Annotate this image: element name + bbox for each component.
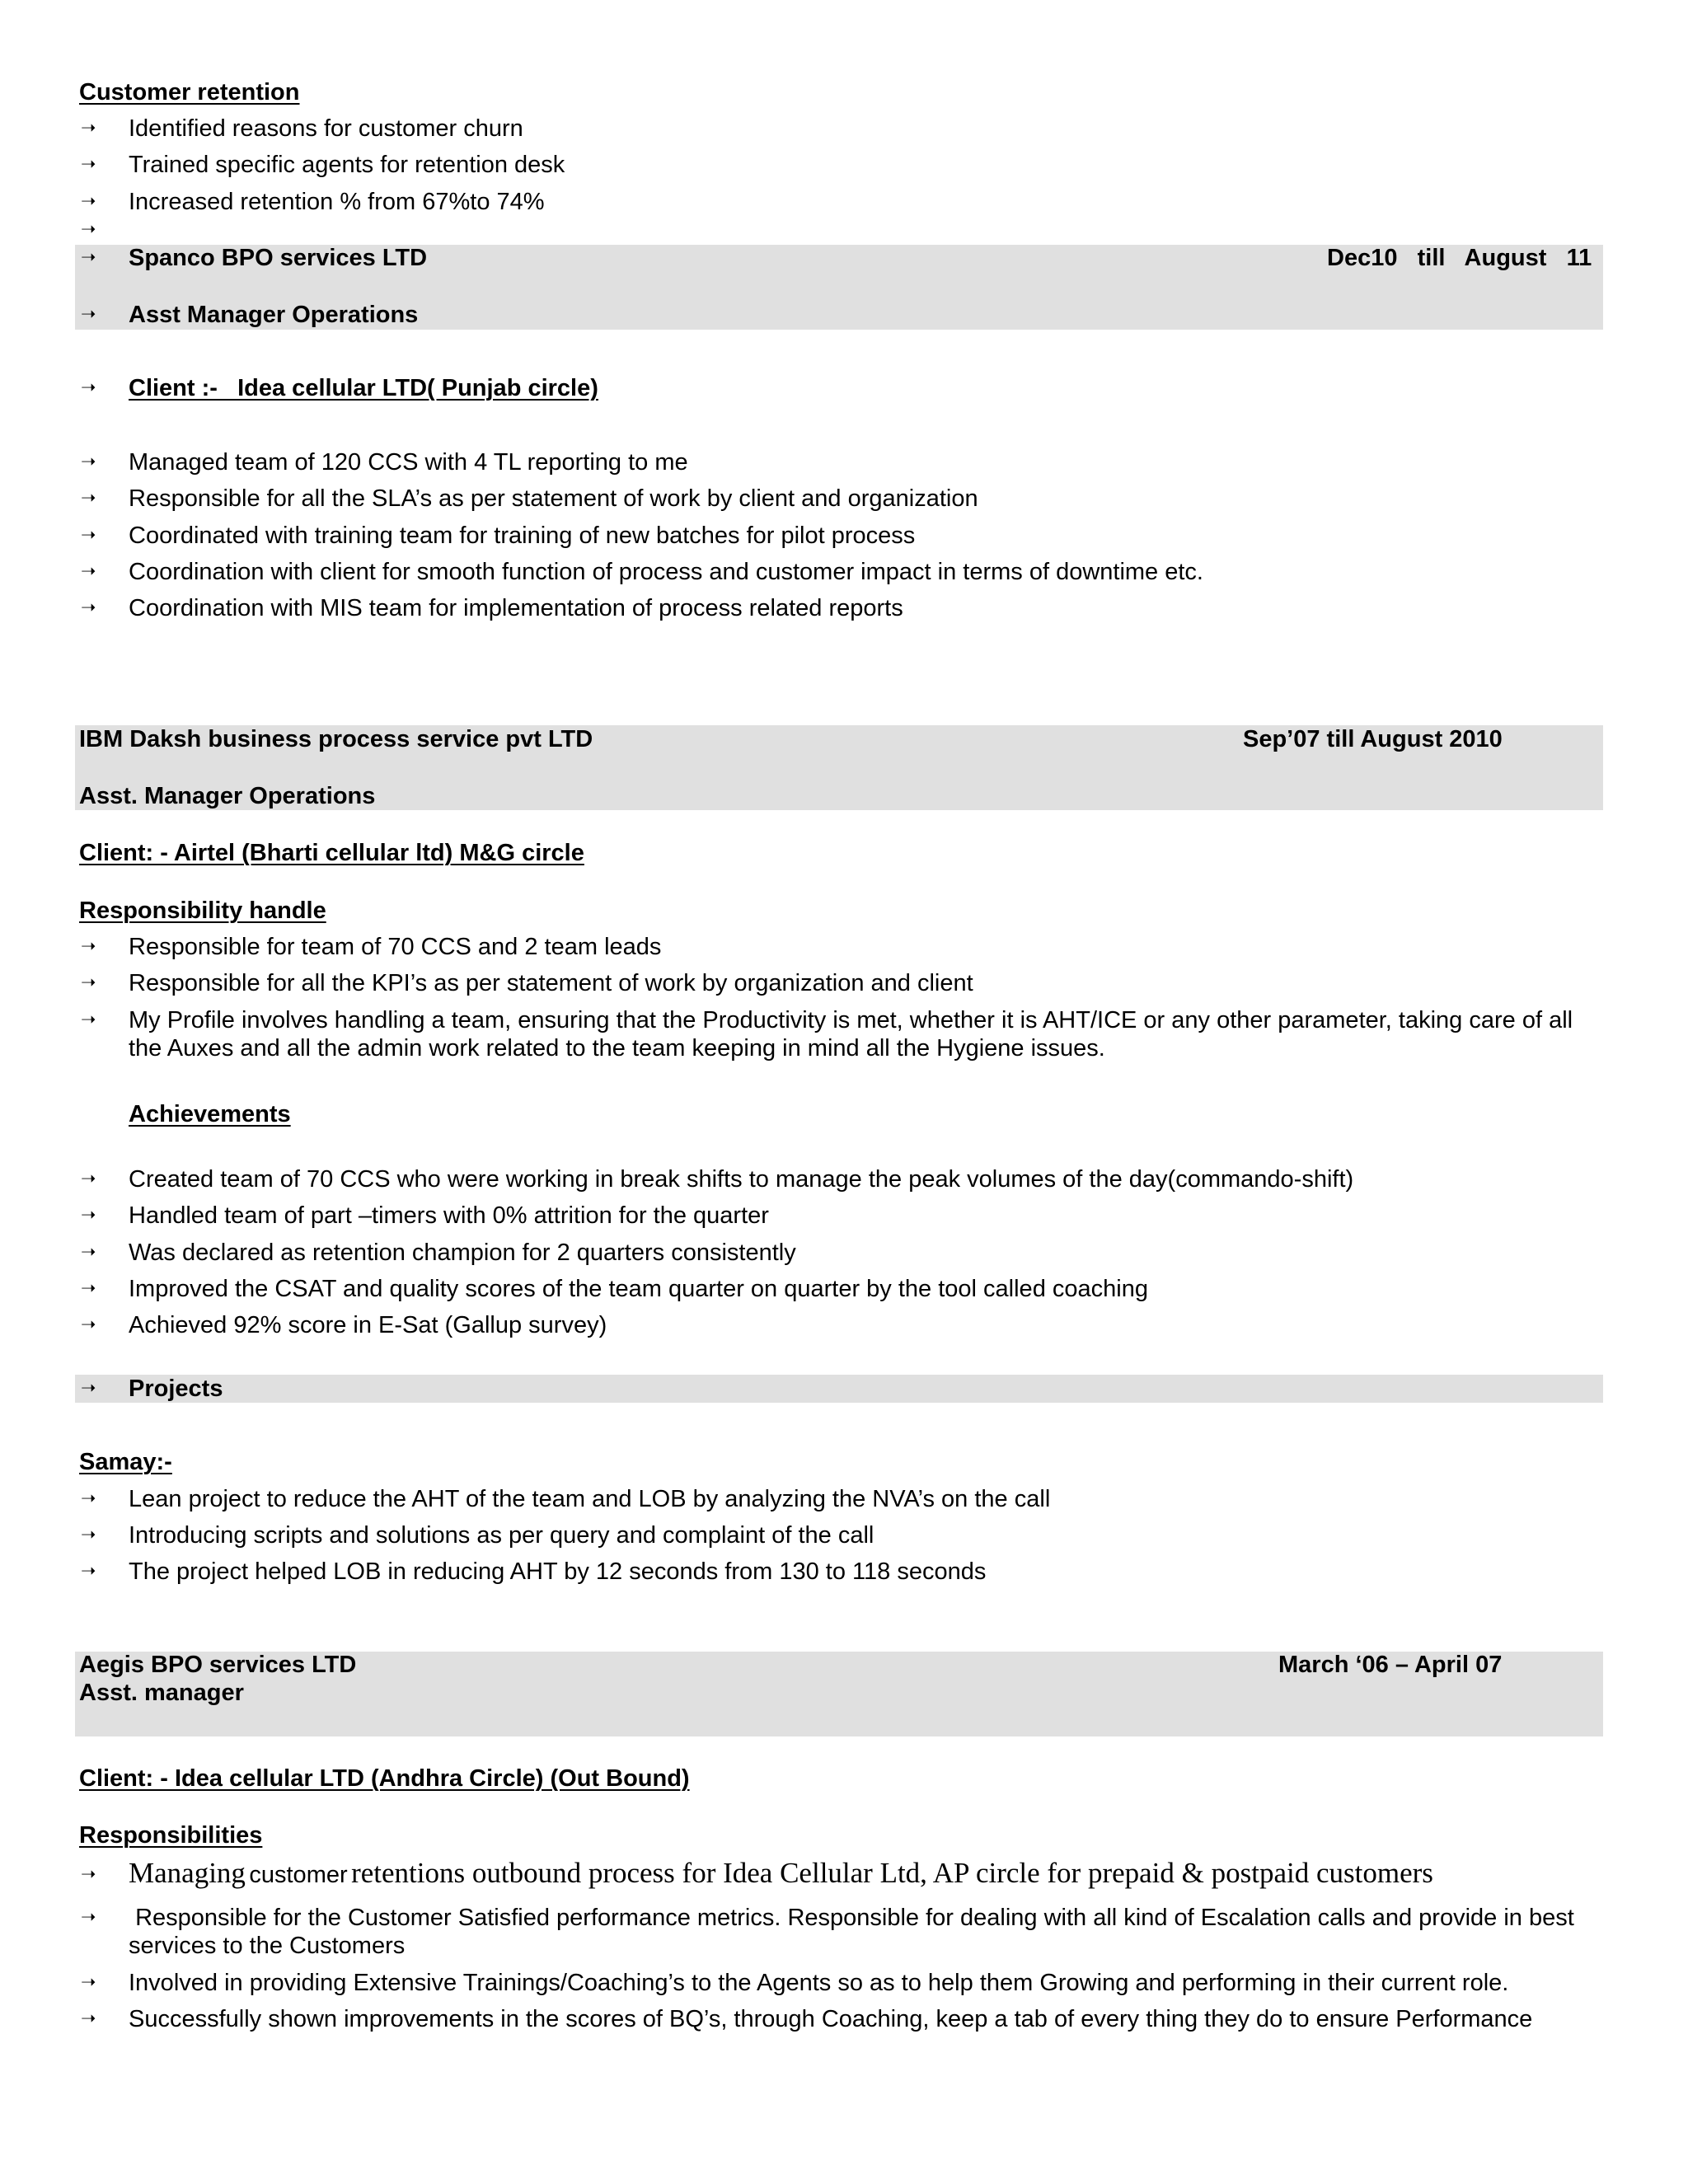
job-dates: Sep’07 till August 2010 <box>1243 726 1503 752</box>
bullet-arrow-icon: ➝ <box>81 598 96 618</box>
list-item: Responsible for team of 70 CCS and 2 team leads <box>129 934 662 960</box>
project-heading: Samay:- <box>79 1449 172 1475</box>
section-heading: Responsibilities <box>79 1822 263 1849</box>
list-item: Involved in providing Extensive Trainings/Coaching’s to the Agents so as to help them Growing and performing in their current role. <box>129 1970 1509 1996</box>
bullet-arrow-icon: ➝ <box>81 118 96 138</box>
list-item: Responsible for the Customer Satisfied performance metrics. Responsible for dealing with all kind of Escalation calls and provide in best services to the Customers <box>129 1905 1581 1959</box>
list-item: Successfully shown improvements in the scores of BQ’s, through Coaching, keep a tab of every thing they do to ensure Performance <box>129 2006 1533 2032</box>
job-dates: Dec10 till August 11 <box>1327 245 1592 271</box>
client-heading: Client: - Idea cellular LTD (Andhra Circle) (Out Bound) <box>79 1765 690 1792</box>
list-item: Coordinated with training team for training of new batches for pilot process <box>129 523 916 549</box>
list-item: Responsible for all the KPI’s as per statement of work by organization and client <box>129 970 973 996</box>
bullet-arrow-icon: ➝ <box>81 154 96 175</box>
list-item: Introducing scripts and solutions as per query and complaint of the call <box>129 1522 874 1549</box>
company-name: IBM Daksh business process service pvt LTD <box>79 726 593 752</box>
bullet-arrow-icon: ➝ <box>81 1525 96 1545</box>
bullet-arrow-icon: ➝ <box>81 1972 96 1993</box>
company-name: Spanco BPO services LTD <box>129 245 428 271</box>
job-role: Asst. manager <box>79 1680 244 1706</box>
list-item: The project helped LOB in reducing AHT by 12 seconds from 130 to 118 seconds <box>129 1558 987 1585</box>
job-role: Asst. Manager Operations <box>79 783 376 809</box>
bullet-arrow-icon: ➝ <box>81 1864 96 1885</box>
job-dates: March ‘06 – April 07 <box>1278 1652 1503 1678</box>
bullet-arrow-icon: ➝ <box>81 452 96 472</box>
bullet-arrow-icon: ➝ <box>81 1907 96 1928</box>
bullet-arrow-icon: ➝ <box>81 219 96 240</box>
list-item-text: customer <box>249 1862 348 1888</box>
bullet-arrow-icon: ➝ <box>81 1315 96 1335</box>
list-item: Responsible for all the SLA’s as per statement of work by client and organization <box>129 485 978 512</box>
list-item: Was declared as retention champion for 2 quarters consistently <box>129 1240 796 1266</box>
job-role: Asst Manager Operations <box>129 302 419 328</box>
list-item: Coordination with MIS team for implementation of process related reports <box>129 595 903 621</box>
list-item-text: retentions outbound process for Idea Cellular Ltd, AP circle for prepaid & postpaid customers <box>351 1857 1433 1889</box>
list-item: Lean project to reduce the AHT of the team and LOB by analyzing the NVA’s on the call <box>129 1486 1051 1512</box>
bullet-arrow-icon: ➝ <box>81 1242 96 1263</box>
bullet-arrow-icon: ➝ <box>81 1278 96 1299</box>
client-heading: Client :- Idea cellular LTD( Punjab circle) <box>129 375 598 401</box>
list-item: Managed team of 120 CCS with 4 TL reporting to me <box>129 449 688 476</box>
list-item: Achieved 92% score in E-Sat (Gallup survey) <box>129 1312 607 1338</box>
list-item: My Profile involves handling a team, ensuring that the Productivity is met, whether it is AHT/ICE or any other parameter, taking care of all the Auxes and all the admin work related to the team keeping in mind all the Hygiene issues. <box>129 1007 1573 1062</box>
bullet-arrow-icon: ➝ <box>81 191 96 212</box>
bullet-arrow-icon: ➝ <box>81 377 96 398</box>
list-item: Identified reasons for customer churn <box>129 115 523 142</box>
bullet-arrow-icon: ➝ <box>81 247 96 268</box>
bullet-arrow-icon: ➝ <box>81 1561 96 1582</box>
bullet-arrow-icon: ➝ <box>81 1205 96 1226</box>
list-item: Trained specific agents for retention desk <box>129 152 565 178</box>
list-item: Handled team of part –timers with 0% attrition for the quarter <box>129 1202 769 1229</box>
bullet-arrow-icon: ➝ <box>81 304 96 325</box>
bullet-arrow-icon: ➝ <box>81 561 96 582</box>
section-heading: Responsibility handle <box>79 898 326 924</box>
client-heading: Client: - Airtel (Bharti cellular ltd) M&G circle <box>79 840 584 866</box>
bullet-arrow-icon: ➝ <box>81 488 96 509</box>
bullet-arrow-icon: ➝ <box>81 1169 96 1189</box>
list-item: Created team of 70 CCS who were working in break shifts to manage the peak volumes of the day(commando-shift) <box>129 1166 1354 1193</box>
bullet-arrow-icon: ➝ <box>81 936 96 957</box>
company-name: Aegis BPO services LTD <box>79 1652 357 1678</box>
section-heading: Projects <box>129 1376 223 1402</box>
list-item: Increased retention % from 67%to 74% <box>129 189 545 215</box>
retention-heading: Customer retention <box>79 79 300 105</box>
bullet-arrow-icon: ➝ <box>81 2008 96 2029</box>
section-heading: Achievements <box>129 1101 291 1127</box>
list-item: Improved the CSAT and quality scores of the team quarter on quarter by the tool called coaching <box>129 1276 1148 1302</box>
projects-band <box>75 1375 1603 1403</box>
bullet-arrow-icon: ➝ <box>81 1488 96 1509</box>
bullet-arrow-icon: ➝ <box>81 1010 96 1030</box>
list-item <box>129 1856 1433 1896</box>
list-item-text: Managing <box>129 1857 246 1889</box>
bullet-arrow-icon: ➝ <box>81 525 96 546</box>
list-item: Coordination with client for smooth function of process and customer impact in terms of downtime etc. <box>129 559 1203 585</box>
bullet-arrow-icon: ➝ <box>81 972 96 993</box>
bullet-arrow-icon: ➝ <box>81 1378 96 1399</box>
